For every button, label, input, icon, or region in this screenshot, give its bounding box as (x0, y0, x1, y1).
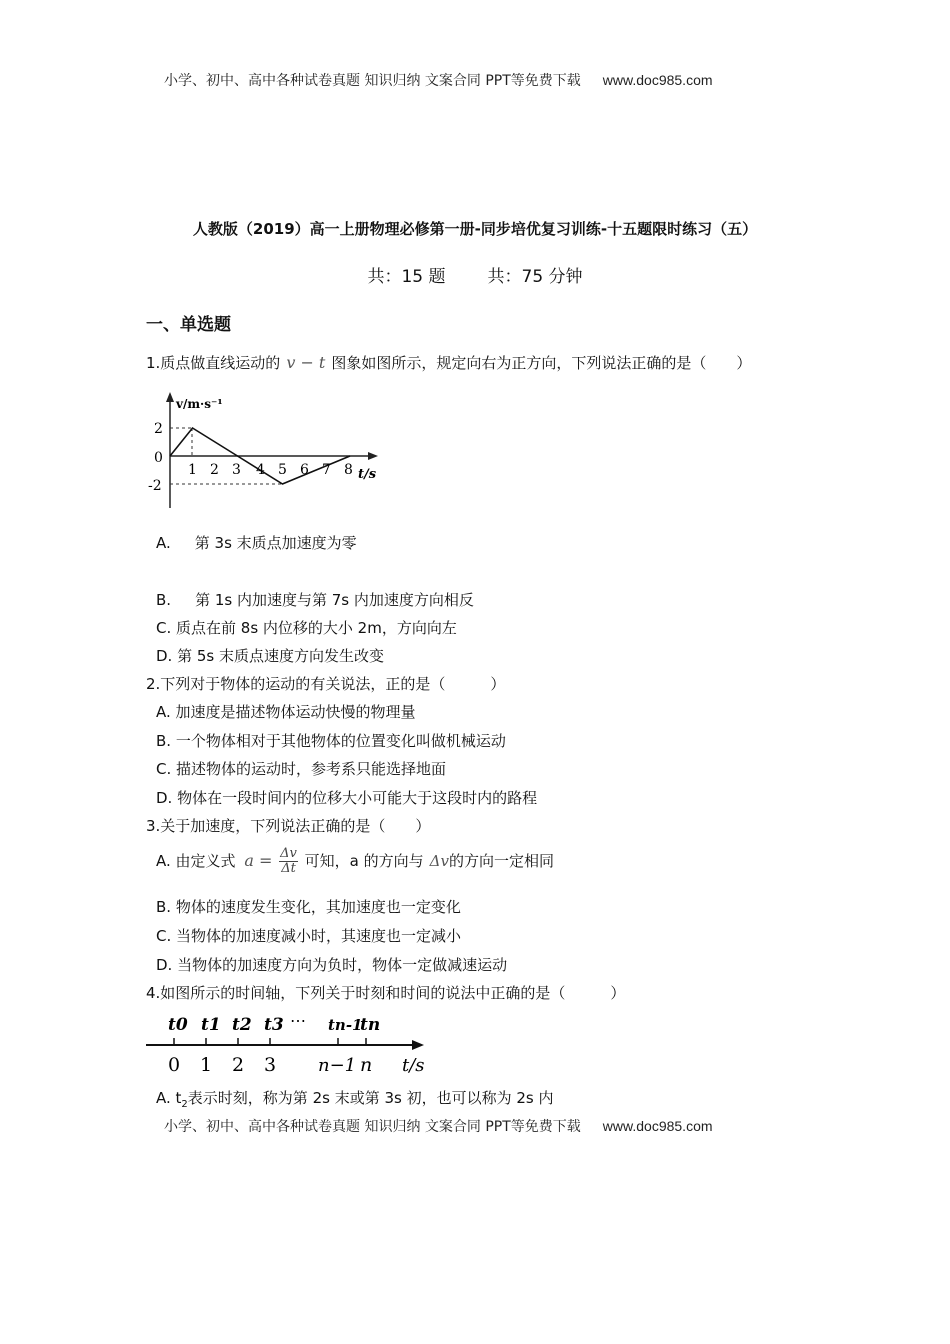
q4-option-a-sub: 2 (181, 1099, 188, 1110)
question-1-stem (146, 353, 751, 373)
timeline-label-t2: t2 (232, 1015, 252, 1035)
timeline-num-0: 0 (168, 1054, 181, 1076)
graph-x-tick-2: 2 (210, 462, 219, 478)
graph-x-tick-5: 5 (278, 462, 287, 478)
timeline-num-3: 3 (264, 1054, 277, 1076)
q2-option-d[interactable]: D. 物体在一段时间内的位移大小可能大于这段时内的路程 (156, 789, 538, 807)
graph-y-tick-neg2: -2 (148, 478, 162, 494)
q1-formula-vt: v − t (286, 353, 326, 372)
q1-option-c[interactable]: C. 质点在前 8s 内位移的大小 2m，方向向左 (156, 619, 457, 637)
q1-option-b-text: 第 1s 内加速度与第 7s 内加速度方向相反 (195, 591, 474, 609)
q1-option-a-letter: A. (156, 534, 171, 552)
footer-text: 小学、初中、高中各种试卷真题 知识归纳 文案合同 PPT等免费下载 (164, 1119, 581, 1135)
timeline-num-n: n (360, 1054, 373, 1076)
question-2-stem: 2.下列对于物体的运动的有关说法，正的是（ ） (146, 675, 506, 693)
q1-option-b[interactable] (156, 590, 474, 610)
graph-x-tick-1: 1 (188, 462, 197, 478)
question-3-stem: 3.关于加速度，下列说法正确的是（ ） (146, 817, 431, 835)
q3-formula-numerator: Δv (280, 846, 297, 861)
vt-graph (146, 390, 386, 510)
graph-y-axis-arrow (166, 392, 174, 402)
q3-option-d[interactable]: D. 当物体的加速度方向为负时，物体一定做减速运动 (156, 956, 508, 974)
section-heading: 一、单选题 (146, 315, 231, 335)
q3-formula-denominator: Δt (281, 861, 296, 876)
graph-segment-5-8 (282, 456, 350, 484)
timeline-label-tn-1: tn-1 (328, 1016, 363, 1034)
q2-option-b[interactable]: B. 一个物体相对于其他物体的位置变化叫做机械运动 (156, 732, 506, 750)
q3-option-a-pre: A. 由定义式 (156, 852, 236, 870)
document-title: 人教版（2019）高一上册物理必修第一册-同步培优复习训练-十五题限时练习（五） (192, 220, 758, 238)
q3-option-a-mid: 可知，a 的方向与 (304, 852, 424, 870)
question-4-stem: 4.如图所示的时间轴，下列关于时刻和时间的说法中正确的是（ ） (146, 984, 626, 1002)
time-limit: 共：75 分钟 (487, 267, 583, 287)
q1-stem-post: 图象如图所示，规定向右为正方向，下列说法正确的是（ ） (331, 354, 752, 372)
graph-x-tick-3: 3 (232, 462, 241, 478)
graph-x-label: t/s (358, 467, 377, 482)
q3-formula-dv: Δv (429, 852, 449, 870)
graph-y-label: v/m·s⁻¹ (176, 397, 223, 411)
q1-option-d[interactable]: D. 第 5s 末质点速度方向发生改变 (156, 647, 384, 665)
timeline-num-2: 2 (232, 1054, 245, 1076)
page-footer (164, 1116, 713, 1136)
q1-stem-pre: 1.质点做直线运动的 (146, 354, 281, 372)
timeline-label-ellipsis: ⋯ (290, 1011, 306, 1030)
graph-x-tick-8: 8 (344, 462, 353, 478)
q4-option-a-pre: A. t (156, 1089, 182, 1107)
timeline-label-t1: t1 (201, 1015, 221, 1035)
q3-option-c[interactable]: C. 当物体的加速度减小时，其速度也一定减小 (156, 927, 462, 945)
q3-option-a[interactable] (156, 844, 554, 878)
graph-x-tick-6: 6 (300, 462, 309, 478)
graph-y-tick-2: 2 (154, 421, 163, 437)
graph-x-tick-4: 4 (256, 462, 265, 478)
q3-option-a-post: 的方向一定相同 (448, 852, 554, 870)
q3-formula-a: a = (244, 851, 273, 870)
question-count: 共：15 题 (367, 267, 446, 287)
timeline-label-t0: t0 (168, 1015, 188, 1035)
timeline-axis-arrow (412, 1040, 424, 1050)
graph-x-axis-arrow (368, 452, 378, 460)
q1-option-b-letter: B. (156, 591, 172, 609)
header-site-link[interactable]: www.doc985.com (602, 72, 713, 88)
q2-option-c[interactable]: C. 描述物体的运动时，参考系只能选择地面 (156, 760, 447, 778)
timeline-figure (146, 1008, 436, 1078)
q2-option-a[interactable]: A. 加速度是描述物体运动快慢的物理量 (156, 703, 416, 721)
q4-option-a[interactable] (156, 1088, 553, 1115)
timeline-num-n-1: n−1 (318, 1055, 357, 1076)
page-header (164, 70, 713, 90)
graph-x-tick-7: 7 (322, 462, 331, 478)
q1-option-a-text: 第 3s 末质点加速度为零 (194, 534, 357, 552)
q3-formula-fraction (279, 847, 298, 876)
timeline-label-t3: t3 (264, 1015, 284, 1035)
q4-option-a-post: 表示时刻，称为第 2s 末或第 3s 初，也可以称为 2s 内 (187, 1089, 554, 1107)
timeline-axis-label: t/s (402, 1055, 425, 1076)
timeline-num-1: 1 (200, 1054, 213, 1076)
q3-option-b[interactable]: B. 物体的速度发生变化，其加速度也一定变化 (156, 898, 461, 916)
footer-site-link[interactable]: www.doc985.com (602, 1118, 713, 1134)
timeline-label-tn: tn (360, 1015, 381, 1035)
graph-y-tick-0: 0 (154, 450, 163, 466)
header-text: 小学、初中、高中各种试卷真题 知识归纳 文案合同 PPT等免费下载 (164, 73, 581, 89)
exam-meta (0, 262, 950, 287)
q1-option-a[interactable] (156, 533, 357, 553)
